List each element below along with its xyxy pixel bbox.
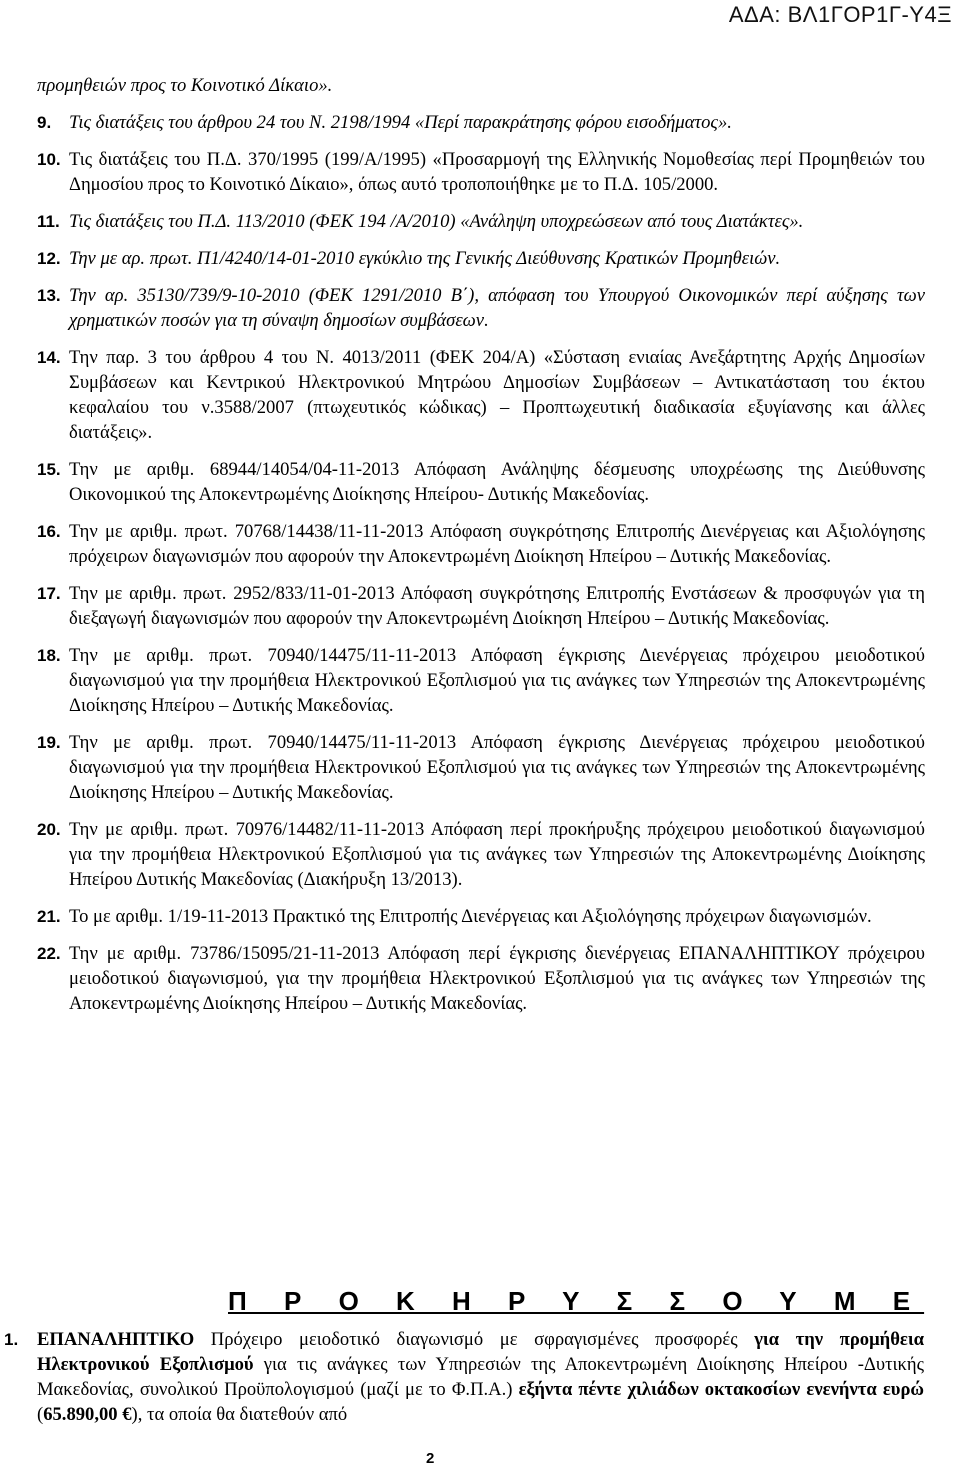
list-item [37,457,925,507]
text-bold: 65.890,00 € [43,1404,132,1425]
item-number: 17. [37,584,61,603]
document-body [37,73,925,1028]
paragraph-1 [4,1327,924,1427]
item-number: 9. [37,113,52,132]
text-run: Πρόχειρο μειοδοτικό διαγωνισμό με σφραγισμένες προσφορές [194,1329,755,1350]
item-text: Την με αριθμ. πρωτ. 70940/14475/11-11-2013 Απόφαση έγκρισης Διενέργειας πρόχειρου μειοδοτικού διαγωνισμού για την προμήθεια Ηλεκτρονικού Εξοπλισμού για τις ανάγκες των Υπηρεσιών της Αποκεντρωμένης Διοίκησης Ηπείρου – Δυτικής Μακεδονίας. [69,645,925,716]
item-number: 20. [37,820,61,839]
item-number: 18. [37,646,61,665]
list-item [37,345,925,445]
list-item [37,581,925,631]
item-text: Την παρ. 3 του άρθρου 4 του Ν. 4013/2011 (ΦΕΚ 204/Α) «Σύσταση ενιαίας Ανεξάρτητης Αρχής Δημοσίων Συμβάσεων και Κεντρικού Ηλεκτρονικού Μητρώου Δημοσίων Συμβάσεων – Αντικατάσταση του έκτου κεφαλαίου του ν.3588/2007 (πτωχευτικός κώδικας) – Προπτωχευτική διαδικασία εξυγίανσης και άλλες διατάξεις». [69,347,925,443]
list-item [37,519,925,569]
list-item [37,110,925,135]
item-text: Τις διατάξεις του άρθρου 24 του Ν. 2198/1994 «Περί παρακράτησης φόρου εισοδήματος». [69,112,732,133]
paragraph-text [37,1327,924,1427]
item-text: Την αρ. 35130/739/9-10-2010 (ΦΕΚ 1291/2010 Β΄), απόφαση του Υπουργού Οικονομικών περί αύξησης των χρηματικών ποσών για τη σύναψη δημοσίων συμβάσεων. [69,285,925,331]
item-number: 15. [37,460,61,479]
item-text: Την με αριθμ. πρωτ. 2952/833/11-01-2013 Απόφαση συγκρότησης Επιτροπής Ενστάσεων & προσφυγών για τη διεξαγωγή διαγωνισμών που αφορούν την Αποκεντρωμένη Διοίκηση Ηπείρου – Δυτικής Μακεδονίας. [69,583,925,629]
text-run: ( [37,1404,44,1425]
ada-code: ΑΔΑ: ΒΛ1ΓΟΡ1Γ-Υ4Ξ [728,2,952,27]
list-item [37,817,925,892]
section-heading: Π Ρ Ο Κ Η Ρ Υ Σ Σ Ο Υ Μ Ε [228,1286,925,1316]
item-text: Την με αρ. πρωτ. Π1/4240/14-01-2010 εγκύκλιο της Γενικής Διεύθυνσης Κρατικών Προμηθειών. [69,248,781,269]
item-text: Το με αριθμ. 1/19-11-2013 Πρακτικό της Επιτροπής Διενέργειας και Αξιολόγησης πρόχειρων διαγωνισμών. [69,906,872,927]
item-text: Την με αριθμ. πρωτ. 70940/14475/11-11-2013 Απόφαση έγκρισης Διενέργειας πρόχειρου μειοδοτικού διαγωνισμού για την προμήθεια Ηλεκτρονικού Εξοπλισμού για τις ανάγκες των Υπηρεσιών της Αποκεντρωμένης Διοίκησης Ηπείρου – Δυτικής Μακεδονίας. [69,732,925,803]
text-bold: για την προμήθεια Ηλεκτρονικού Εξοπλισμού [37,1329,924,1375]
item-number: 13. [37,286,61,305]
item-text: Την με αριθμ. 68944/14054/04-11-2013 Απόφαση Ανάληψης δέσμευσης υποχρέωσης της Διεύθυνσης Οικονομικού της Αποκεντρωμένης Διοίκησης Ηπείρου- Δυτικής Μακεδονίας. [69,459,925,505]
continuation-text: προμηθειών προς το Κοινοτικό Δίκαιο». [37,75,333,96]
item-number: 10. [37,150,61,169]
paragraph-number: 1. [4,1330,19,1349]
item-number: 22. [37,944,61,963]
item-number: 11. [37,212,60,231]
item-text: Την με αριθμ. πρωτ. 70976/14482/11-11-2013 Απόφαση περί προκήρυξης πρόχειρου μειοδοτικού διαγωνισμού για την προμήθεια Ηλεκτρονικού Εξοπλισμού για τις ανάγκες των Υπηρεσιών της Αποκεντρωμένης Διοίκησης Ηπείρου Δυτικής Μακεδονίας (Διακήρυξη 13/2013). [69,819,925,890]
item-text: Τις διατάξεις του Π.Δ. 370/1995 (199/Α/1995) «Προσαρμογή της Ελληνικής Νομοθεσίας περί Προμηθειών του Δημοσίου προς το Κοινοτικό Δίκαιο», όπως αυτό τροποποιήθηκε με το Π.Δ. 105/2000. [69,149,925,195]
text-run: ), τα οποία θα διατεθούν από [131,1404,348,1425]
item-text: Την με αριθμ. 73786/15095/21-11-2013 Απόφαση περί έγκρισης διενέργειας ΕΠΑΝΑΛΗΠΤΙΚΟΥ πρόχειρου μειοδοτικού διαγωνισμού, για την προμήθεια Ηλεκτρονικού Εξοπλισμού για τις ανάγκες των Υπηρεσιών της Αποκεντρωμένης Διοίκησης Ηπείρου – Δυτικής Μακεδονίας. [69,943,925,1014]
list-item [37,941,925,1016]
item-text: Τις διατάξεις του Π.Δ. 113/2010 (ΦΕΚ 194 /Α/2010) «Ανάληψη υποχρεώσεων από τους Διατάκτες». [69,211,804,232]
text-bold: ΕΠΑΝΑΛΗΠΤΙΚΟ [37,1329,195,1350]
list-item [37,643,925,718]
list-item [37,209,925,234]
item-number: 21. [37,907,61,926]
list-item [37,283,925,333]
list-item [37,904,925,929]
list-item [37,730,925,805]
list-item [37,147,925,197]
item-number: 19. [37,733,61,752]
item-number: 14. [37,348,61,367]
list-item [37,246,925,271]
item-number: 16. [37,522,61,541]
item-text: Την με αριθμ. πρωτ. 70768/14438/11-11-2013 Απόφαση συγκρότησης Επιτροπής Διενέργειας και Αξιολόγησης πρόχειρων διαγωνισμών που αφορούν την Αποκεντρωμένη Διοίκηση Ηπείρου – Δυτικής Μακεδονίας. [69,521,925,567]
text-run: για τις ανάγκες των Υπηρεσιών της Αποκεντρωμένη Διοίκησης Ηπείρου -Δυτικής Μακεδονίας, συνολικού Προϋπολογισμού (μαζί με το Φ.Π.Α.) [37,1354,924,1400]
item-number: 12. [37,249,61,268]
page-number: 2 [426,1450,435,1467]
text-bold: εξήντα πέντε χιλιάδων οκτακοσίων ενενήντα ευρώ [518,1379,924,1400]
